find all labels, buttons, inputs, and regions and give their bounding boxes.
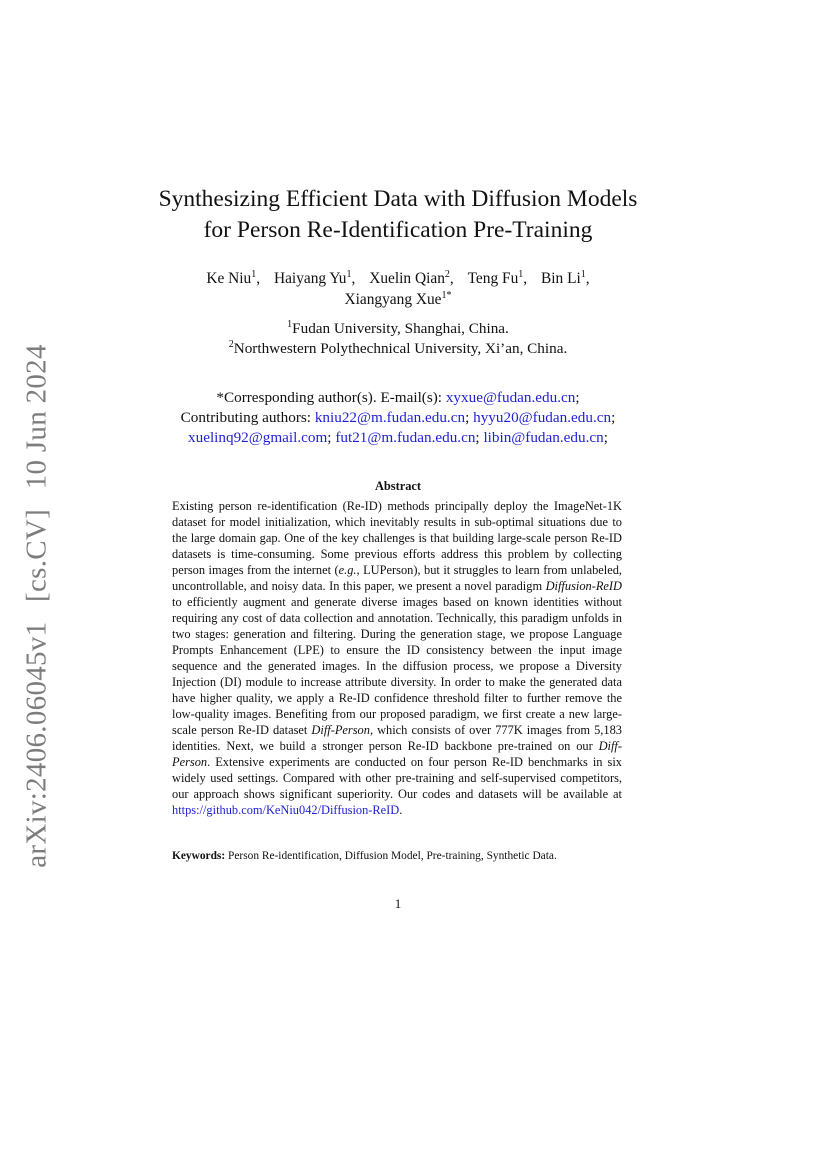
affiliation: $^2$Northwestern Polythechnical University, Xi’an, China. — [228, 339, 568, 357]
author: Xiangyang Xue$^{1*}$ — [344, 290, 452, 308]
affiliations — [0, 319, 796, 359]
author: Teng Fu$^1$, — [467, 269, 528, 287]
contributing-authors-line-1: Contributing authors: kniu22@m.fudan.edu.cn; hyyu20@fudan.edu.cn; — [180, 409, 616, 426]
author: Xuelin Qian$^2$, — [369, 269, 454, 287]
email-link[interactable]: libin@fudan.edu.cn — [483, 429, 604, 446]
affiliation: $^1$Fudan University, Shanghai, China. — [287, 319, 509, 337]
arxiv-id: arXiv:2406.06045v1 — [20, 621, 53, 868]
repository-link[interactable]: https://github.com/KeNiu042/Diffusion-ReID — [172, 803, 400, 817]
contact-emails — [0, 388, 796, 448]
title-line-1: Synthesizing Efficient Data with Diffusion Models — [158, 186, 638, 212]
contributing-authors-line-2: xuelinq92@gmail.com; fut21@m.fudan.edu.cn; libin@fudan.edu.cn; — [188, 429, 608, 446]
email-link[interactable]: xuelinq92@gmail.com — [188, 429, 328, 446]
author: Haiyang Yu$^1$, — [273, 269, 356, 287]
author-line-2 — [0, 289, 796, 310]
keywords-text: Person Re-identification, Diffusion Model, Pre-training, Synthetic Data. — [225, 850, 557, 862]
arxiv-category: [cs.CV] — [20, 508, 53, 602]
dataset-name: Diff-Person — [311, 723, 370, 737]
author-list — [0, 268, 796, 310]
email-link[interactable]: fut21@m.fudan.edu.cn — [335, 429, 476, 446]
paper-title — [0, 184, 796, 246]
page-number: 1 — [394, 896, 402, 911]
corresponding-author-line: *Corresponding author(s). E-mail(s): xyxue@fudan.edu.cn; — [216, 389, 580, 406]
email-link[interactable]: kniu22@m.fudan.edu.cn — [314, 409, 466, 426]
author-line-1 — [0, 268, 796, 289]
arxiv-date: 10 Jun 2024 — [20, 344, 53, 490]
author: Bin Li$^1$, — [540, 269, 590, 287]
paradigm-name: Diffusion-ReID — [545, 579, 622, 593]
author: Ke Niu$^1$, — [206, 269, 261, 287]
dataset-name: Diff-Person — [172, 739, 622, 769]
email-link[interactable]: hyyu20@fudan.edu.cn — [473, 409, 612, 426]
email-link[interactable]: xyxue@fudan.edu.cn — [445, 389, 576, 406]
abstract-body: Existing person re-identification (Re-ID) methods principally deploy the ImageNet-1K dataset for model initialization, which inevitably results in sub-optimal situations due to the large domain gap. One of the key challenges is that building large-scale person Re-ID datasets is time-consuming. Some previous efforts address this problem by collecting person images from the internet (e.g., LUPerson), but it struggles to learn from unlabeled, uncontrollable, and noisy data. In this paper, we present a novel paradigm Diffusion-ReID to efficiently augment and generate diverse images based on known identities without requiring any cost of data collection and annotation. Technically, this paradigm unfolds in two stages: generation and filtering. During the generation stage, we propose Language Prompts Enhancement (LPE) to ensure the ID consistency between the input image sequence and the generated images. In the diffusion process, we propose a Diversity Injection (DI) module to increase attribute diversity. In order to make the generated data have higher quality, we apply a Re-ID confidence threshold filter to further remove the low-quality images. Benefiting from our proposed paradigm, we first create a new large-scale person Re-ID dataset Diff-Person, which consists of over 777K images from 5,183 identities. Next, we build a stronger person Re-ID backbone pre-trained on our Diff-Person. Extensive experiments are conducted on four person Re-ID benchmarks in six widely used settings. Compared with other pre-training and self-supervised competitors, our approach shows significant superiority. Our codes and datasets will be available at https://github.com/KeNiu042/Diffusion-ReID. — [172, 499, 623, 817]
keywords-label: Keywords: — [172, 850, 226, 862]
abstract-heading: Abstract — [374, 479, 422, 493]
title-line-2: for Person Re-Identification Pre-Training — [203, 217, 593, 243]
keywords — [172, 848, 632, 864]
